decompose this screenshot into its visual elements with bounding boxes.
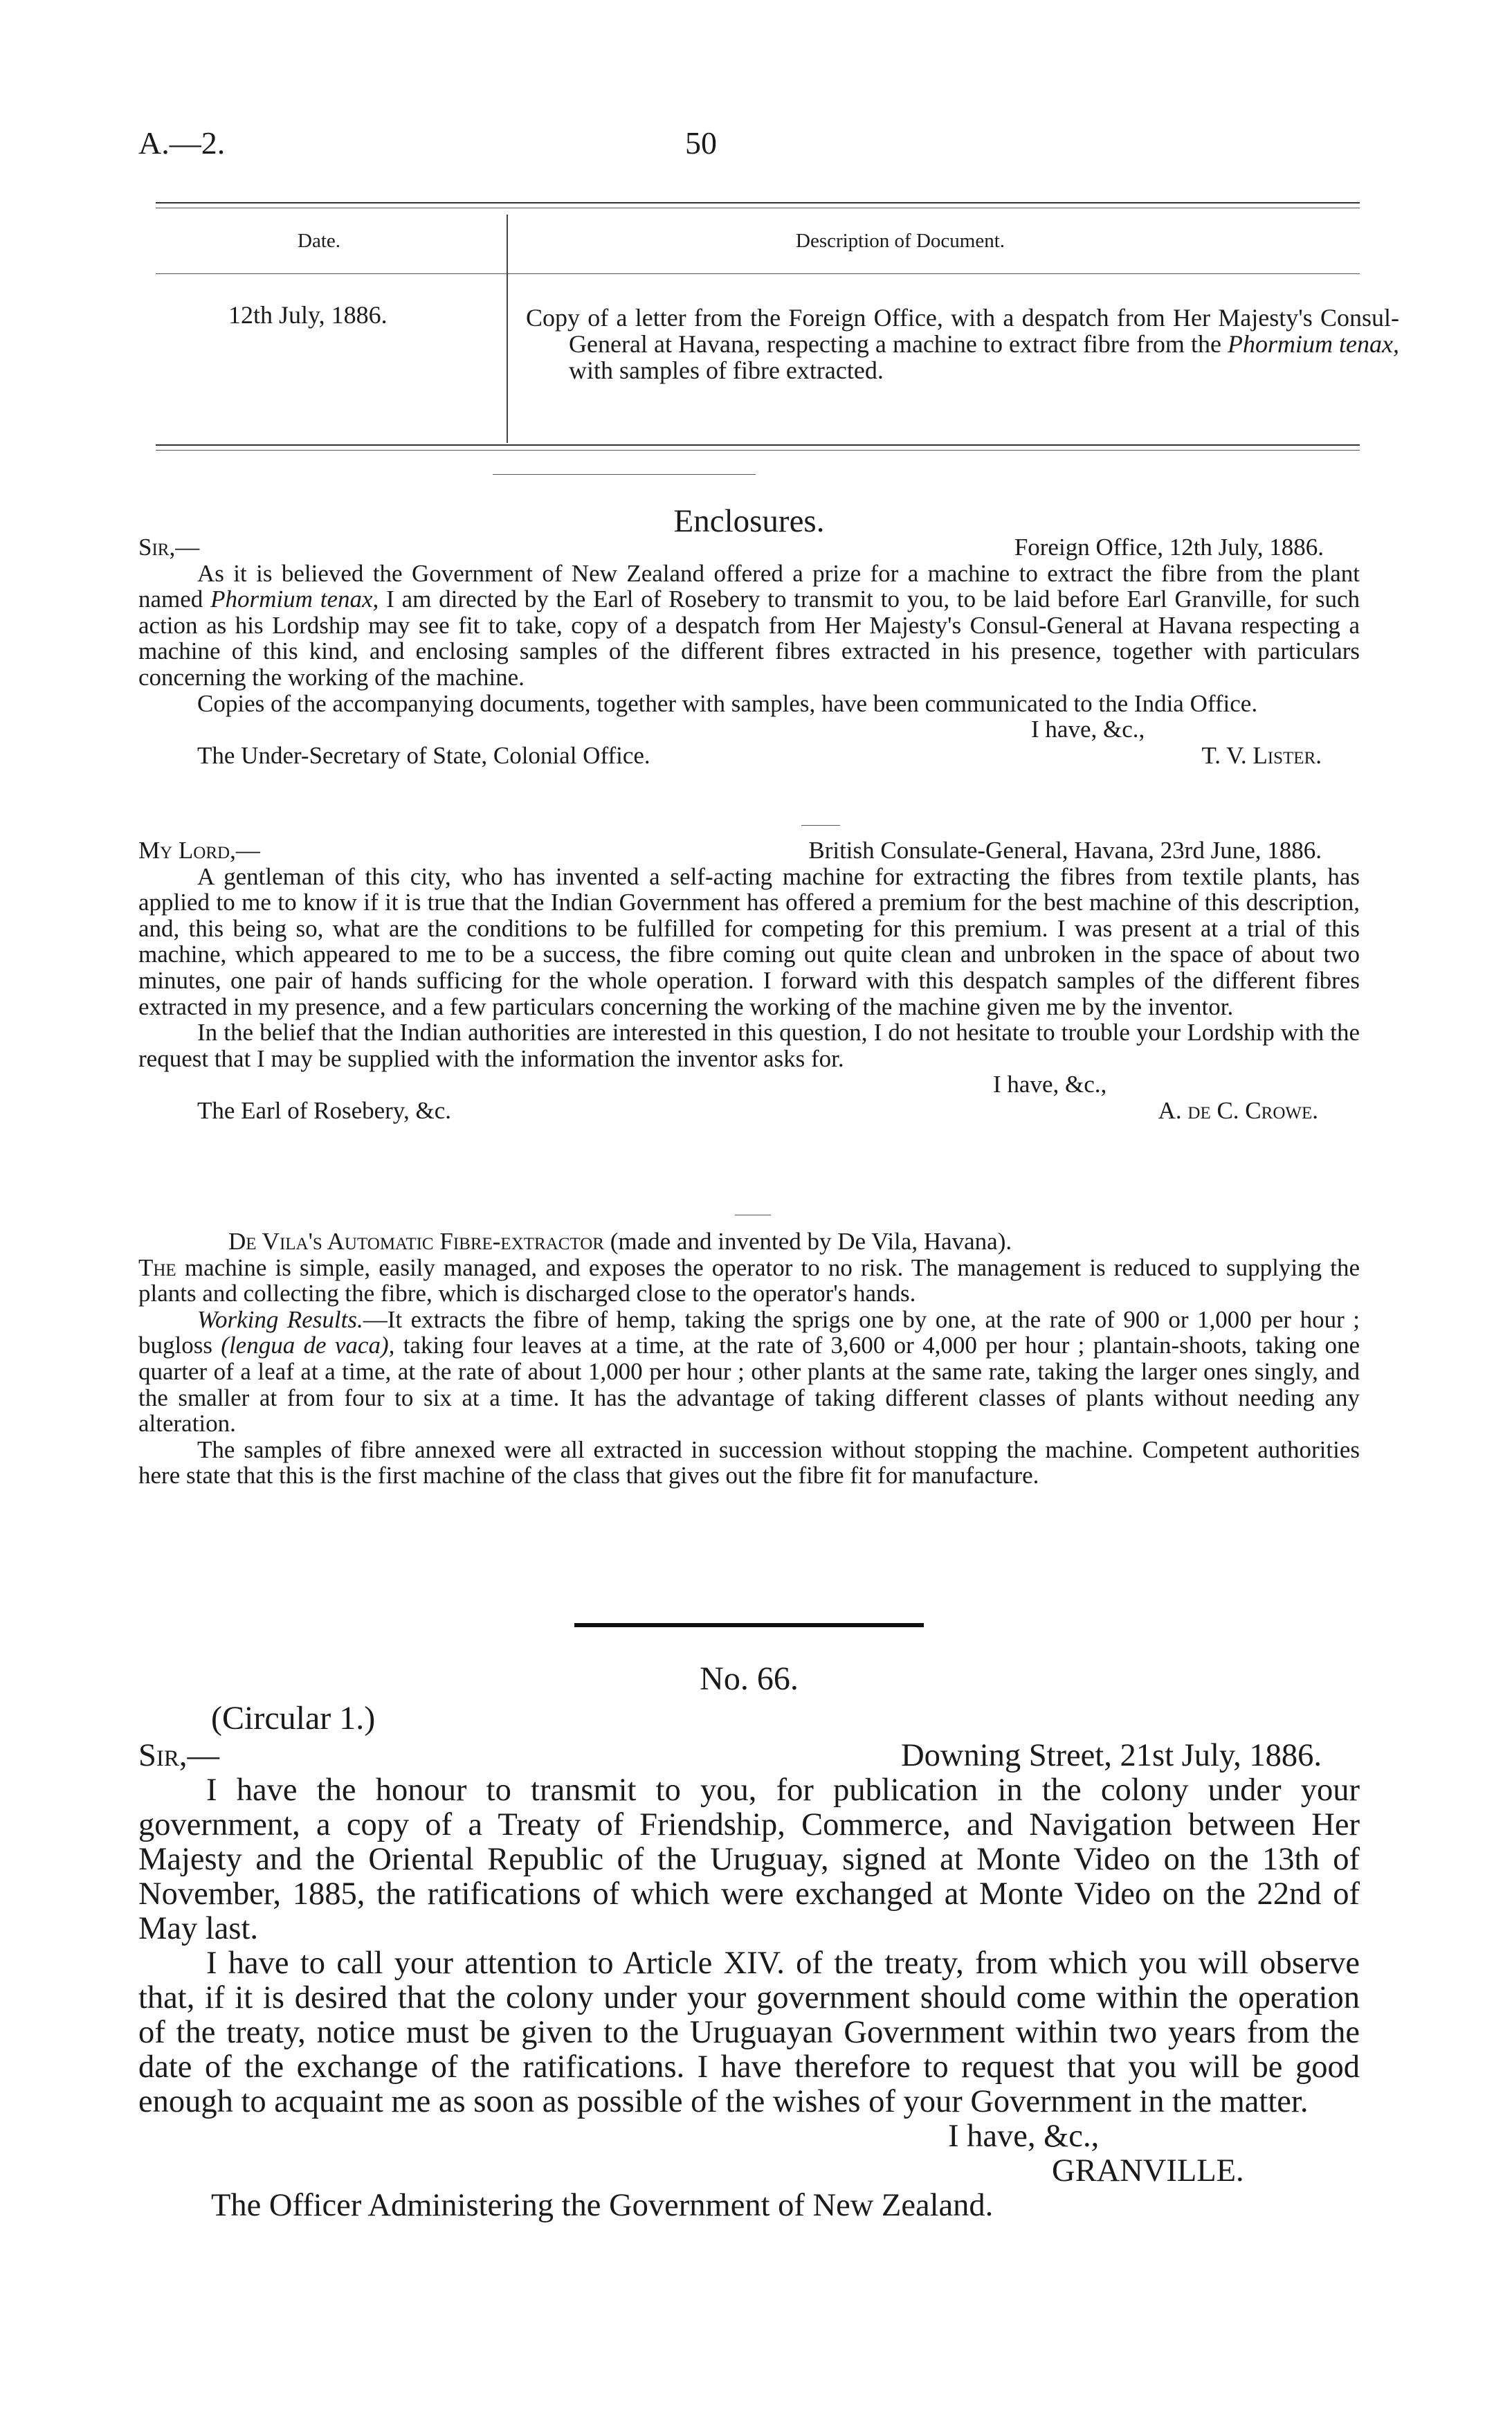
no66-salutation: Sir,— (138, 1738, 219, 1773)
table-bottom-rule-inner (156, 450, 1360, 451)
document-page (138, 0, 1399, 2428)
table-date-cell: 12th July, 1886. (228, 301, 388, 329)
letter1-p1-species: Phormium tenax, (210, 586, 379, 613)
letter1-place-date: Foreign Office, 12th July, 1886. (1014, 534, 1324, 561)
extractor-p1-lead: The (138, 1253, 176, 1281)
extractor-p2-species: (lengua de vaca), (221, 1332, 395, 1359)
extractor-p2-lead: Working Results. (197, 1305, 363, 1333)
description-text: Copy of a letter from the Foreign Office, with a despatch from Her Majesty's Consul-General at Havana, respecting a machine to extract fibre from the (526, 304, 1399, 358)
letter2-salutation: My Lord,— (138, 837, 260, 864)
document-reference: A.—2. (138, 125, 226, 161)
letter2-signature-row (138, 1098, 1360, 1124)
letter1-signature-row (138, 743, 1360, 769)
no66-addressee: The Officer Administering the Government of New Zealand. (211, 2188, 994, 2223)
description-text-end: with samples of fibre extracted. (569, 356, 884, 384)
enclosures-heading: Enclosures. (673, 503, 825, 539)
table-description-cell (526, 305, 1399, 383)
column-header-description: Description of Document. (796, 230, 1005, 252)
no66-signer: GRANVILLE. (1052, 2153, 1244, 2189)
letter1-closing: I have, &c., (1031, 716, 1145, 743)
extractor-p2-text: —It extracts the fibre of hemp, taking the sprigs one by one, at the rate of 900 or 1,000 per hour ; bugloss (138, 1305, 1360, 1359)
letter2-heading-row (138, 837, 1360, 864)
description-species: Phormium tenax, (1227, 330, 1399, 358)
extractor-p2-text-end: taking four leaves at a time, at the rate of 3,600 or 4,000 per hour ; plantain-shoots, taking one quarter of a leaf at a time, at the rate of about 1,000 per hour ; other plants at the same rate, taking the larger ones singly, and the smaller at from four to six at a time. It has the advantage of taking different classes of plants without needing any alteration. (138, 1332, 1360, 1438)
letter-havana (138, 837, 1360, 1124)
table-top-rule (156, 202, 1360, 203)
column-header-date: Date. (298, 230, 340, 252)
no66-place-date: Downing Street, 21st July, 1886. (901, 1738, 1322, 1773)
letter1-paragraph-1 (138, 561, 1360, 691)
extractor-paragraph-2 (138, 1307, 1360, 1437)
letter2-signer: A. de C. Crowe. (1158, 1096, 1318, 1124)
letter1-paragraph-2: Copies of the accompanying documents, together with samples, have been communicated to the India Office. (197, 689, 1258, 717)
page-number: 50 (685, 125, 717, 161)
letter2-place-date: British Consulate-General, Havana, 23rd June, 1886. (808, 837, 1322, 864)
letter-downing-street (138, 1739, 1360, 2223)
short-divider-1 (801, 825, 840, 826)
extractor-paragraph-3: The samples of fibre annexed were all extracted in succession without stopping the machine. Competent authorities here state that this is the first machine of the class that gives out the fibre fit for manufacture. (138, 1435, 1360, 1489)
letter2-paragraph-1: A gentleman of this city, who has invented a self-acting machine for extracting the fibres from textile plants, has applied to me to know if it is true that the Indian Government has offered a premium for the best machine of this description, and, this being so, what are the conditions to be fulfilled for competing for this premium. I was present at a trial of this machine, which appeared to me to be a success, the fibre coming out quite clean and unbroken in the space of about two minutes, one pair of hands sufficing for the whole operation. I forward with this despatch samples of the different fibres extracted in my presence, and a few particulars concerning the working of the machine given me by the inventor. (138, 862, 1360, 1020)
letter1-heading-row (138, 534, 1360, 561)
extractor-title-name: De Vila's Automatic Fibre-extractor (228, 1228, 604, 1255)
letter-foreign-office (138, 534, 1360, 768)
extractor-title (138, 1229, 1360, 1255)
extractor-title-rest: (made and invented by De Vila, Havana). (603, 1228, 1012, 1255)
document-number-heading: No. 66. (700, 1660, 799, 1697)
section-divider (493, 474, 756, 475)
no66-paragraph-2: I have to call your attention to Article XIV. of the treaty, from which you will observe that, if it is desired that the colony under your government should come within the operation of the treaty, notice must be given to the Uruguayan Government within two years from the date of the exchange of the ratifications. I have therefore to request that you will be good enough to acquaint me as soon as possible of the wishes of your Government in the matter. (138, 1946, 1360, 2119)
letter1-p1-text: As it is believed the Government of New Zealand offered a prize for a machine to extract the fibre from the plant named (138, 559, 1360, 613)
circular-label: (Circular 1.) (211, 1700, 376, 1737)
letter2-addressee: The Earl of Rosebery, &c. (197, 1096, 452, 1124)
letter1-salutation: Sir,— (138, 534, 200, 561)
table-header-rule (156, 273, 1360, 274)
letter1-p1-text-end: I am directed by the Earl of Rosebery to transmit to you, to be laid before Earl Granville, for such action as his Lordship may see fit to take, copy of a despatch from Her Majesty's Consul-General at Havana respecting a machine of this kind, and enclosing samples of the different fibres extracted in his presence, together with particulars concerning the working of the machine. (138, 586, 1360, 691)
extractor-p1-text: machine is simple, easily managed, and exposes the operator to no risk. The management is reduced to supplying the plants and collecting the fibre, which is discharged close to the operator's hands. (138, 1253, 1360, 1307)
table-bottom-rule (156, 444, 1360, 446)
letter1-signer: T. V. Lister. (1201, 741, 1322, 769)
heavy-section-divider (574, 1623, 924, 1627)
letter2-closing: I have, &c., (993, 1071, 1107, 1098)
no66-heading-row (138, 1739, 1360, 1773)
letter1-addressee: The Under-Secretary of State, Colonial Office. (197, 741, 650, 769)
no66-closing: I have, &c., (948, 2119, 1100, 2154)
letter2-paragraph-2: In the belief that the Indian authorities are interested in this question, I do not hesitate to trouble your Lordship with the request that I may be supplied with the information the inventor asks for. (138, 1019, 1360, 1072)
extractor-paragraph-1 (138, 1255, 1360, 1307)
no66-paragraph-1: I have the honour to transmit to you, for publication in the colony under your government, a copy of a Treaty of Friendship, Commerce, and Navigation between Her Majesty and the Oriental Republic of the Uruguay, signed at Monte Video on the 13th of November, 1885, the ratifications of which were exchanged at Monte Video on the 22nd of May last. (138, 1773, 1360, 1946)
table-column-divider (507, 215, 508, 443)
fibre-extractor-notes (138, 1229, 1360, 1489)
